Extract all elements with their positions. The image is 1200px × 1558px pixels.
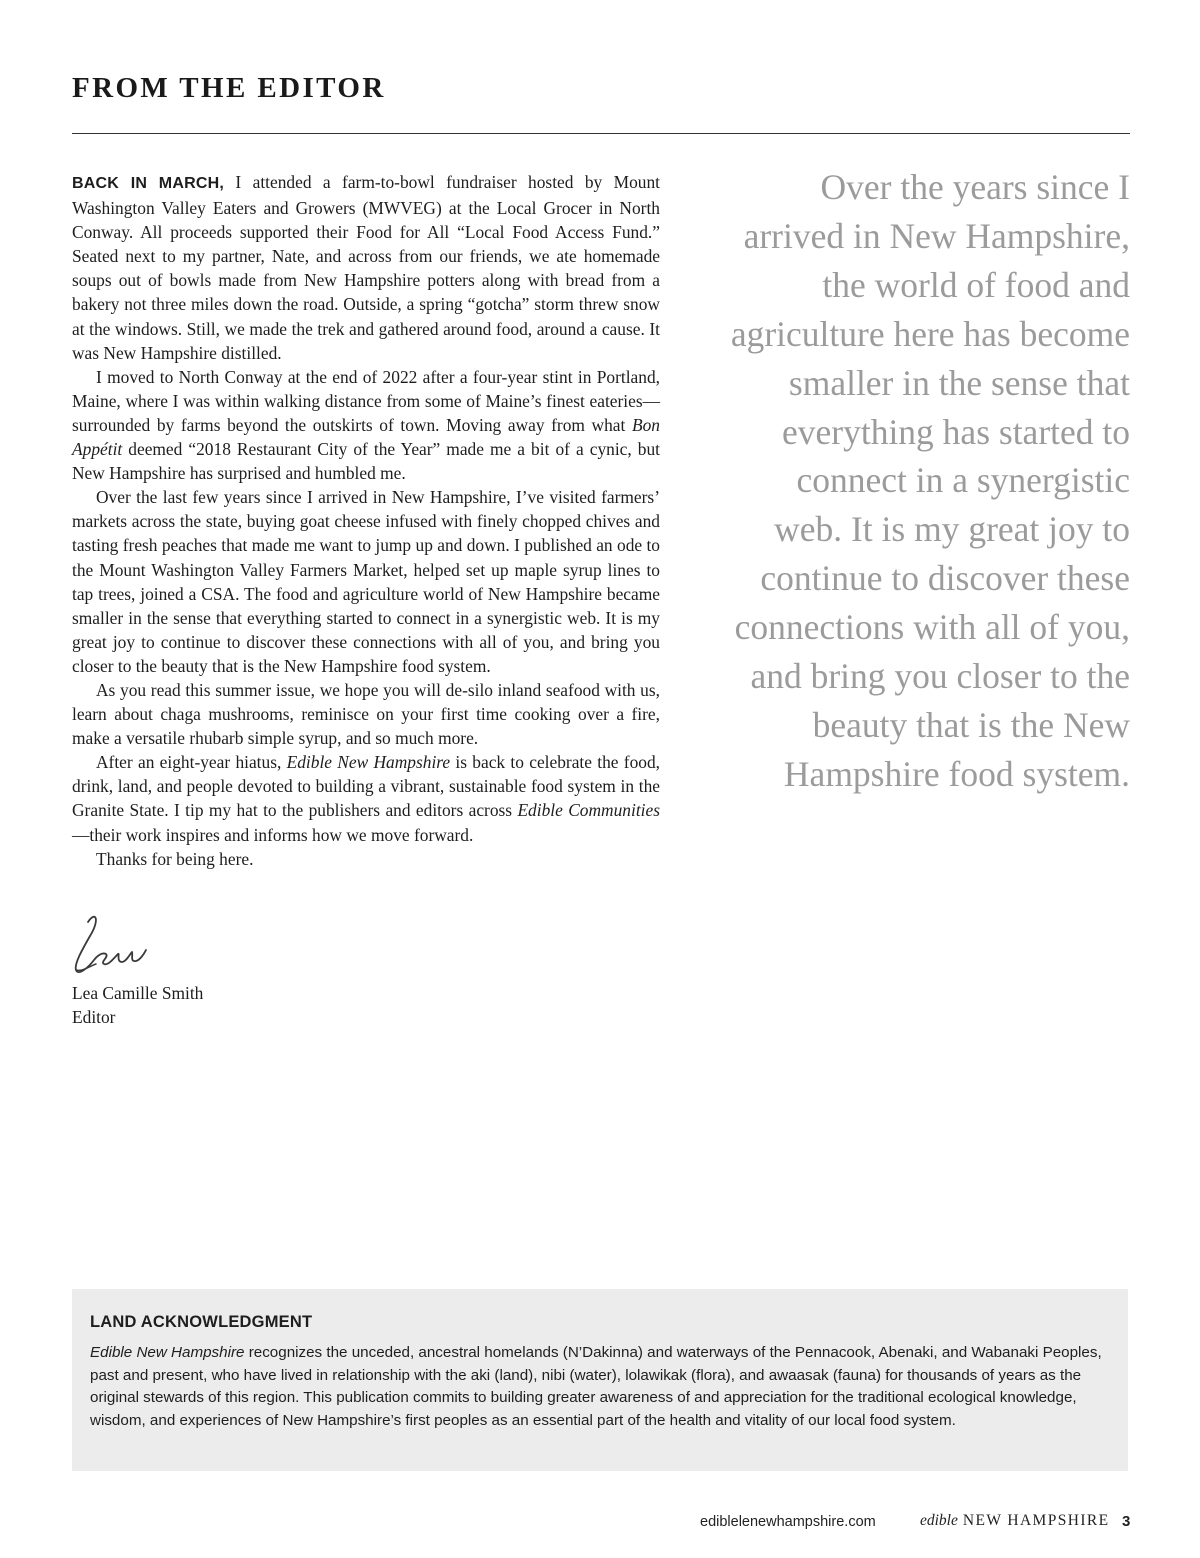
paragraph-5 (72, 750, 660, 846)
edible-communities: Edible Communities (517, 800, 660, 821)
footer-brand-region: NEW HAMPSHIRE (962, 1512, 1110, 1529)
paragraph-3: Over the last few years since I arrived in New Hampshire, I’ve visited farmers’ markets across the state, buying goat cheese infused with finely chopped chives and tasting fresh peaches that made me want to jump up and down. I published an ode to the Mount Washington Valley Farmers Market, helped set up maple syrup lines to tap trees, joined a CSA. The food and agriculture world of New Hampshire became smaller in the sense that everything started to connect in a synergistic web. It is my great joy to continue to discover these connections with all of you, and bring you closer to the beauty that is the New Hampshire food system. (72, 487, 660, 676)
title-divider (72, 133, 1130, 134)
paragraph-5-text-b: is back to celebrate the food, drink, land, and people devoted to building a vibrant, sustainable food system in the Granite State. I tip my hat to the publishers and editors across (72, 752, 660, 821)
editor-name: Lea Camille Smith (72, 983, 204, 1003)
page-title: FROM THE EDITOR (72, 72, 386, 104)
paragraph-2 (72, 365, 660, 485)
land-acknowledgment-text (90, 1342, 1110, 1433)
pull-quote: Over the years since I arrived in New Hampshire, the world of food and agriculture here has become smaller in the sense that everything has started to connect in a synergistic web. It is my great joy to continue to discover these connections with all of you, and bring you closer to the beauty that is the New Hampshire food system. (730, 167, 1130, 794)
magazine-title-edible-nh: Edible New Hampshire (286, 752, 451, 773)
paragraph-5-text-c: —their work inspires and informs how we move forward. (72, 824, 474, 845)
footer-brand-edible: edible (920, 1512, 958, 1529)
page-number: 3 (1122, 1513, 1131, 1530)
footer-brand (920, 1512, 1110, 1530)
paragraph-4: As you read this summer issue, we hope you will de-silo inland seafood with us, learn about chaga mushrooms, reminisce on your first time cooking over a fire, make a versatile rhubarb simple syrup, and so much more. (72, 679, 660, 749)
paragraph-1-text: I attended a farm-to-bowl fundraiser hosted by Mount Washington Valley Eaters and Growers (MWVEG) at the Local Grocer in North Conway. All proceeds supported their Food for All “Local Food Access Fund.” Seated next to my partner, Nate, and across from our friends, we ate homemade soups out of bowls made from New Hampshire potters along with bread from a bakery not three miles down the road. Outside, a spring “gotcha” storm threw snow at the windows. Still, we made the trek and gathered around food, around a cause. It was New Hampshire distilled. (72, 172, 661, 363)
paragraph-5-text-a: After an eight-year hiatus, (96, 752, 287, 773)
editor-role: Editor (72, 1007, 116, 1027)
paragraph-2-text-a: I moved to North Conway at the end of 2022 after a four-year stint in Portland, Maine, where I was within walking distance from some of Maine’s finest eateries—surrounded by farms beyond the outskirts of town. Moving away from what (72, 366, 660, 435)
editor-letter (72, 170, 660, 871)
paragraph-2-text-b: deemed “2018 Restaurant City of the Year” made me a bit of a cynic, but New Hampshire has surprised and humbled me. (72, 439, 660, 484)
signature-image (66, 906, 156, 982)
paragraph-1 (72, 170, 660, 365)
land-acknowledgment-box (72, 1289, 1128, 1471)
magazine-title-bon-appetit: Bon Appétit (72, 414, 660, 460)
publication-name: Edible New Hampshire (90, 1344, 245, 1361)
footer-website[interactable]: ediblelenewhampshire.com (700, 1514, 876, 1530)
land-acknowledgment-heading: LAND ACKNOWLEDGMENT (90, 1313, 313, 1331)
paragraph-6: Thanks for being here. (96, 848, 254, 869)
lede: BACK IN MARCH, (72, 175, 225, 192)
land-acknowledgment-body: recognizes the unceded, ancestral homelands (N’Dakinna) and waterways of the Pennacook, Abenaki, and Wabanaki Peoples, past and present, who have lived in relationship with the aki (land), nibi (water), lolawikak (flora), and awaasak (fauna) for thousands of years as the original stewards of this region. This publication commits to building greater awareness of and appreciation for the traditional ecological knowledge, wisdom, and experiences of New Hampshire’s first peoples as an essential part of the health and vitality of our local food system. (90, 1344, 1102, 1430)
